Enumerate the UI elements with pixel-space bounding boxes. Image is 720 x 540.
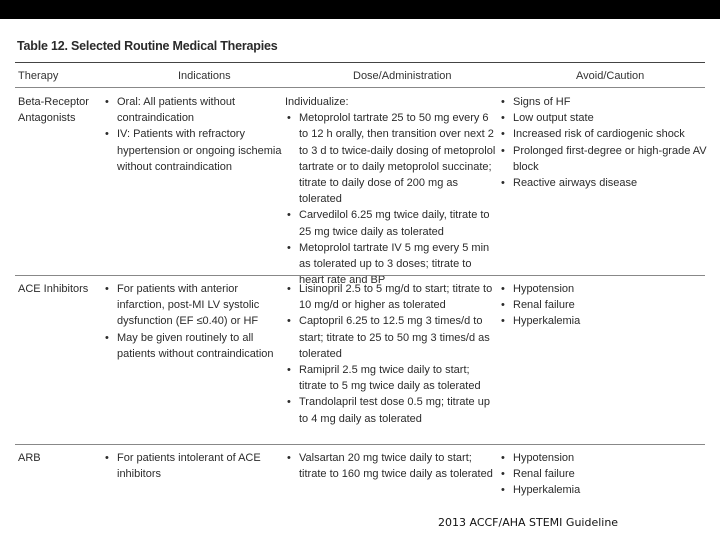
bullet-icon: • xyxy=(501,177,505,190)
indication-text: For patients with anterior infarction, post-MI LV systolic dysfunction (EF ≤0.40) or HF xyxy=(117,283,260,328)
header-avoid: Avoid/Caution xyxy=(576,70,645,82)
header-therapy: Therapy xyxy=(18,70,59,82)
avoid-list xyxy=(499,94,711,191)
bullet-icon: • xyxy=(105,96,109,108)
list-item xyxy=(103,94,283,126)
table-title: Table 12. Selected Routine Medical Therapies xyxy=(17,39,278,53)
avoid-text: Hypotension xyxy=(513,283,575,295)
list-item xyxy=(103,126,283,175)
indication-text: Oral: All patients without contraindication xyxy=(117,96,236,125)
dose-intro: Individualize: xyxy=(285,96,349,108)
dose-list xyxy=(285,110,497,288)
bullet-icon: • xyxy=(501,299,505,312)
bullet-icon: • xyxy=(287,241,291,254)
dose-text: Trandolapril test dose 0.5 mg; titrate up to 4 mg daily as tolerated xyxy=(299,396,490,425)
dose-list xyxy=(285,450,497,482)
bullet-icon: • xyxy=(105,128,109,141)
bullet-icon: • xyxy=(287,364,291,377)
dose-text: Metoprolol tartrate IV 5 mg every 5 min as tolerated up to 3 doses; titrate to heart rate and BP xyxy=(299,241,490,287)
avoid-text: Increased risk of cardiogenic shock xyxy=(513,128,685,141)
avoid-text: Reactive airways disease xyxy=(513,177,638,190)
list-item xyxy=(285,281,497,313)
dose-text: Metoprolol tartrate 25 to 50 mg every 6 to 12 h orally, then transition over next 2 to 3 d to twice-daily dosing of metoprolol tartrate or to daily metoprolol succinate; titrate to daily dose of 200 mg as tolerated xyxy=(299,112,496,206)
indication-text: May be given routinely to all patients without contraindication xyxy=(117,331,274,360)
top-black-bar xyxy=(0,0,720,19)
list-item xyxy=(499,126,711,142)
avoid-text: Low output state xyxy=(513,112,594,125)
bullet-icon: • xyxy=(501,96,505,108)
list-item xyxy=(103,281,283,330)
dose-text: Captopril 6.25 to 12.5 mg 3 times/d to start; titrate to 25 to 50 mg 3 times/d as tolerated xyxy=(299,315,490,360)
bullet-icon: • xyxy=(287,452,291,464)
list-item xyxy=(103,330,283,362)
list-item xyxy=(285,207,497,239)
bullet-icon: • xyxy=(501,128,505,141)
indication-text: IV: Patients with refractory hypertension or ongoing ischemia without contraindication xyxy=(117,128,282,173)
bullet-icon: • xyxy=(501,468,505,481)
row-divider xyxy=(15,444,705,445)
dose-cell xyxy=(285,94,497,288)
list-item xyxy=(285,313,497,362)
bullet-icon: • xyxy=(501,283,505,295)
list-item xyxy=(285,110,497,207)
avoid-text: Prolonged first-degree or high-grade AV block xyxy=(513,144,707,173)
avoid-text: Hyperkalemia xyxy=(513,484,581,497)
bullet-icon: • xyxy=(501,112,505,125)
therapy-name: ACE Inhibitors xyxy=(18,283,89,295)
dose-text: Ramipril 2.5 mg twice daily to start; titrate to 5 mg twice daily as tolerated xyxy=(299,364,481,393)
list-item xyxy=(499,110,711,126)
table-top-rule xyxy=(15,62,705,63)
indication-text: For patients intolerant of ACE inhibitors xyxy=(117,452,261,481)
bullet-icon: • xyxy=(287,396,291,409)
bullet-icon: • xyxy=(501,484,505,497)
dose-text: Lisinopril 2.5 to 5 mg/d to start; titrate to 10 mg/d or higher as tolerated xyxy=(299,283,493,312)
row-divider xyxy=(15,275,705,276)
list-item xyxy=(285,394,497,426)
list-item xyxy=(499,466,711,482)
list-item xyxy=(499,482,711,498)
header-dose: Dose/Administration xyxy=(353,70,452,82)
dose-text: Valsartan 20 mg twice daily to start; titrate to 160 mg twice daily as tolerated xyxy=(299,452,493,481)
avoid-text: Signs of HF xyxy=(513,96,571,108)
indications-list xyxy=(103,94,283,175)
therapy-name: Beta-Receptor Antagonists xyxy=(18,96,89,125)
avoid-text: Hyperkalemia xyxy=(513,315,581,328)
list-item xyxy=(499,94,711,110)
bullet-icon: • xyxy=(287,283,291,295)
bullet-icon: • xyxy=(501,315,505,328)
avoid-list xyxy=(499,281,711,330)
bullet-icon: • xyxy=(501,452,505,464)
header-indications: Indications xyxy=(178,70,231,82)
list-item xyxy=(499,143,711,175)
bullet-icon: • xyxy=(105,452,109,464)
bullet-icon: • xyxy=(105,283,109,295)
therapy-name: ARB xyxy=(18,452,41,464)
list-item xyxy=(499,297,711,313)
list-item xyxy=(499,281,711,297)
list-item xyxy=(499,313,711,329)
indications-list xyxy=(103,281,283,362)
bullet-icon: • xyxy=(287,315,291,328)
header-bottom-rule xyxy=(15,87,705,88)
dose-list xyxy=(285,281,497,427)
list-item xyxy=(499,450,711,466)
dose-text: Carvedilol 6.25 mg twice daily, titrate to 25 mg twice daily as tolerated xyxy=(299,209,490,238)
bullet-icon: • xyxy=(287,209,291,222)
avoid-list xyxy=(499,450,711,499)
bullet-icon: • xyxy=(501,144,505,157)
avoid-text: Hypotension xyxy=(513,452,575,464)
list-item xyxy=(103,450,283,482)
bullet-icon: • xyxy=(105,331,109,344)
avoid-text: Renal failure xyxy=(513,468,575,481)
indications-list xyxy=(103,450,283,482)
avoid-text: Renal failure xyxy=(513,299,575,312)
list-item xyxy=(285,362,497,394)
footer-caption: 2013 ACCF/AHA STEMI Guideline xyxy=(438,516,619,529)
list-item xyxy=(285,450,497,482)
bullet-icon: • xyxy=(287,112,291,125)
list-item xyxy=(499,175,711,191)
